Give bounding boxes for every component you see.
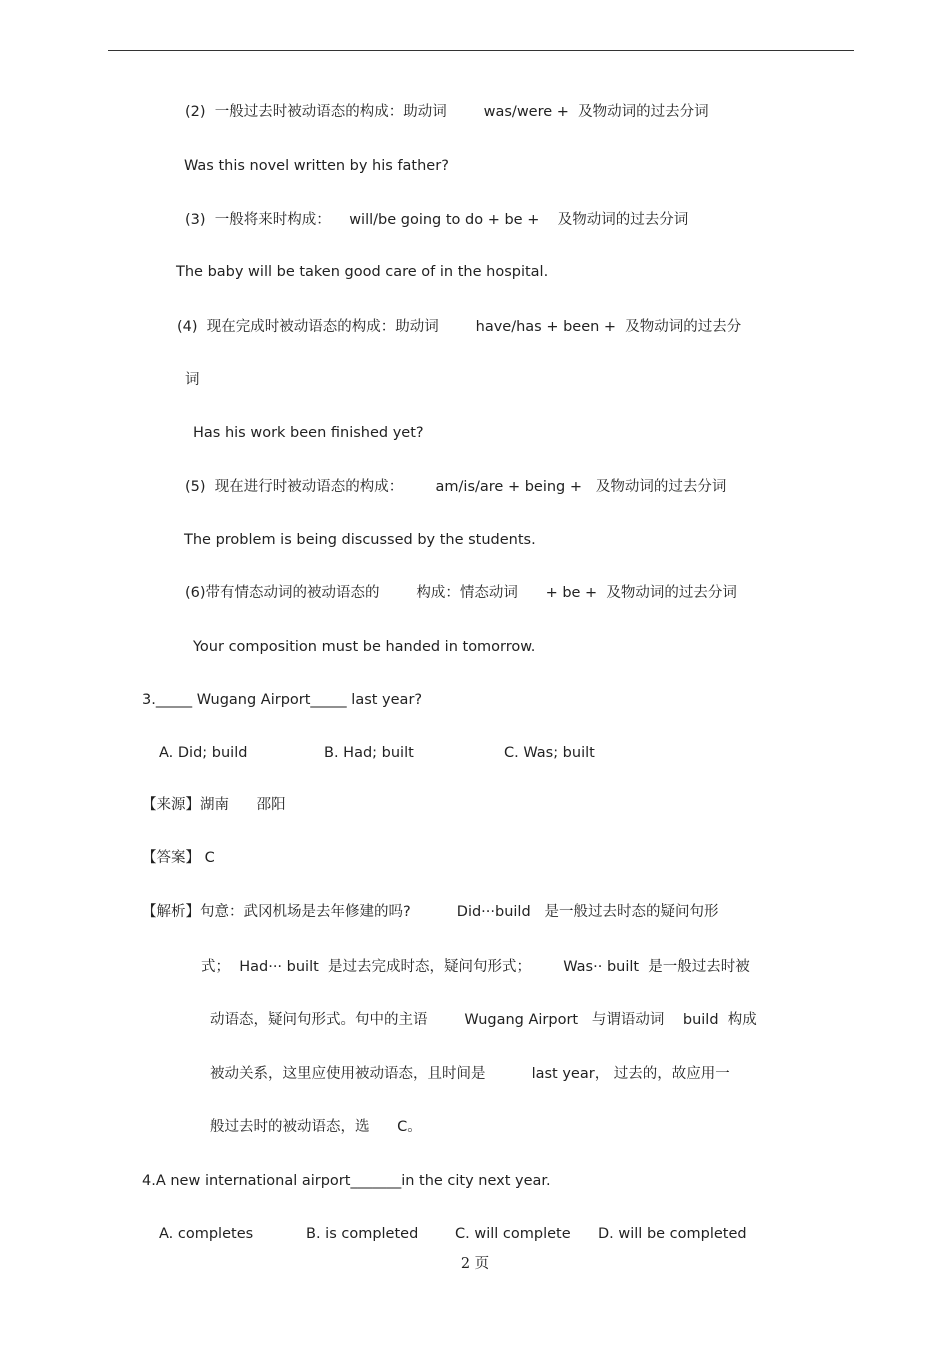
header-rule: [108, 50, 854, 51]
text-line: (6)带有情态动词的被动语态的 构成：情态动词 + be + 及物动词的过去分词: [185, 585, 737, 601]
option-a: A. Did; build: [159, 745, 248, 761]
text-line: (3) 一般将来时构成： will/be going to do + be + 及物动词的过去分词: [185, 212, 689, 228]
analysis-line: 动语态，疑问句形式。句中的主语 Wugang Airport 与谓语动词 build 构成: [210, 1012, 757, 1028]
text-line: The problem is being discussed by the students.: [184, 532, 536, 548]
text-line: Has his work been finished yet?: [193, 425, 424, 441]
option-b: B. is completed: [306, 1226, 419, 1242]
analysis-line: 【解析】句意：武冈机场是去年修建的吗? Did···build 是一般过去时态的疑问句形: [142, 904, 719, 920]
text-line: (2) 一般过去时被动语态的构成：助动词 was/were + 及物动词的过去分词: [185, 104, 709, 120]
text-line: (5) 现在进行时被动语态的构成： am/is/are + being + 及物动词的过去分词: [185, 479, 727, 495]
page-number: 2 页: [460, 1256, 490, 1272]
analysis-line: 被动关系，这里应使用被动语态，且时间是 last year， 过去的，故应用一: [210, 1066, 730, 1082]
analysis-line: 般过去时的被动语态，选 C。: [210, 1119, 422, 1135]
source-line: 【来源】湖南 邵阳: [142, 797, 286, 813]
text-line: The baby will be taken good care of in the hospital.: [176, 264, 549, 280]
option-c: C. Was; built: [504, 745, 595, 761]
answer-line: 【答案】 C: [142, 850, 215, 866]
option-a: A. completes: [159, 1226, 254, 1242]
option-b: B. Had; built: [324, 745, 414, 761]
text-line: (4) 现在完成时被动语态的构成：助动词 have/has + been + 及物动词的过去分: [177, 319, 742, 335]
question-stem: 4.A new international airport_______in the city next year.: [142, 1173, 551, 1189]
option-d: D. will be completed: [598, 1226, 747, 1242]
text-line: Was this novel written by his father?: [184, 158, 449, 174]
text-line: Your composition must be handed in tomorrow.: [193, 639, 536, 655]
question-stem: 3._____ Wugang Airport_____ last year?: [142, 692, 423, 708]
option-c: C. will complete: [455, 1226, 571, 1242]
analysis-line: 式； Had··· built 是过去完成时态，疑问句形式； Was·· built 是一般过去时被: [201, 959, 750, 975]
text-line: 词: [185, 372, 200, 388]
